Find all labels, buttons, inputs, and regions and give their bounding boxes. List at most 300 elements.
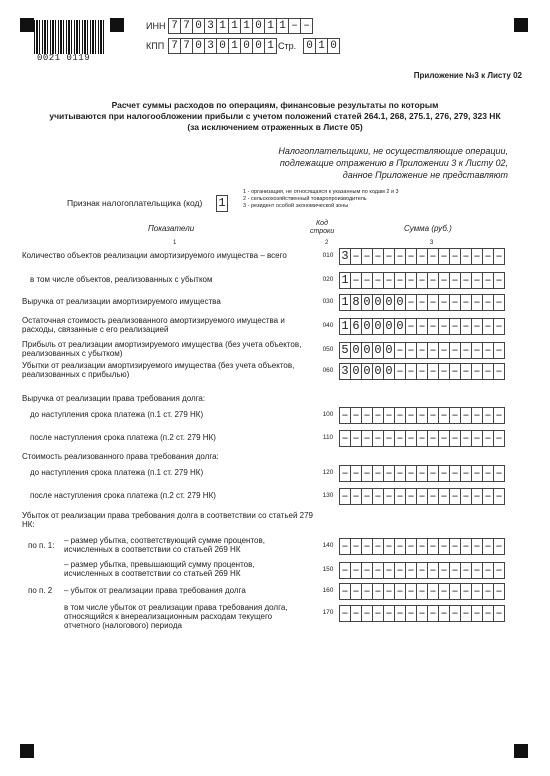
sum-cell[interactable]: – [372, 430, 384, 447]
taxpayer-sign-cell[interactable] [216, 195, 227, 212]
corner-marker-top-right [514, 18, 528, 32]
sum-cell[interactable]: – [449, 248, 461, 265]
section-revenue-debt: Выручка от реализации права требования долга: [22, 394, 206, 403]
sum-cell[interactable]: – [394, 363, 406, 380]
sum-cell[interactable]: – [493, 430, 505, 447]
note-line-1: Налогоплательщики, не осуществляющие операции, [278, 146, 508, 156]
sum-cell[interactable]: 0 [350, 363, 362, 380]
sum-cell[interactable]: – [394, 583, 406, 600]
sum-cell[interactable]: – [449, 583, 461, 600]
sum-cell[interactable]: – [361, 488, 373, 505]
section-p1: по п. 1: [28, 541, 55, 550]
sum-cell[interactable]: – [383, 430, 395, 447]
sum-cell[interactable]: – [449, 363, 461, 380]
sum-cell[interactable]: – [339, 488, 351, 505]
sum-cell[interactable]: – [482, 272, 494, 289]
sum-cell[interactable]: – [471, 538, 483, 555]
sum-cell[interactable]: – [482, 465, 494, 482]
sum-cell[interactable]: – [493, 562, 505, 579]
sum-cell[interactable]: – [471, 488, 483, 505]
sum-cell[interactable]: – [427, 605, 439, 622]
sum-cell[interactable]: – [460, 272, 472, 289]
sum-cell[interactable]: 0 [372, 363, 384, 380]
kpp-cell[interactable]: 0 [252, 38, 265, 54]
sum-cell[interactable]: – [339, 562, 351, 579]
sum-cell[interactable]: – [427, 342, 439, 359]
title-line-3: (за исключением отраженных в Листе 05) [187, 122, 363, 132]
sum-cell[interactable]: – [372, 488, 384, 505]
sum-cell[interactable]: – [493, 272, 505, 289]
sum-cell[interactable]: – [438, 318, 450, 335]
sum-cell[interactable]: – [361, 562, 373, 579]
sum-cell[interactable]: – [493, 407, 505, 424]
sum-cell[interactable]: – [372, 605, 384, 622]
sum-cell[interactable]: – [482, 294, 494, 311]
sum-cell[interactable]: – [361, 465, 373, 482]
sum-cell[interactable]: – [405, 248, 417, 265]
sum-cell[interactable]: – [405, 430, 417, 447]
sum-cell[interactable]: – [405, 318, 417, 335]
sum-cell[interactable]: – [493, 583, 505, 600]
sum-cell[interactable]: – [482, 562, 494, 579]
sum-cell[interactable]: – [372, 465, 384, 482]
sum-cell[interactable]: – [438, 430, 450, 447]
inn-cell[interactable]: 1 [216, 18, 229, 34]
sum-cell[interactable]: – [416, 430, 428, 447]
sum-cell[interactable]: – [482, 605, 494, 622]
inn-cell[interactable]: 0 [252, 18, 265, 34]
section-loss-debt: Убыток от реализации права требования долга в соответствии со статьей 279 НК: [22, 511, 313, 529]
sum-cell[interactable]: – [427, 272, 439, 289]
sum-cell[interactable]: – [394, 407, 406, 424]
sum-cell[interactable]: – [438, 342, 450, 359]
sum-cell[interactable]: – [361, 538, 373, 555]
sum-cell[interactable]: – [460, 583, 472, 600]
sum-cell[interactable]: – [438, 488, 450, 505]
sum-cell[interactable]: – [449, 407, 461, 424]
sum-cell[interactable]: – [372, 583, 384, 600]
sum-cell[interactable]: – [416, 248, 428, 265]
row-code-030: 030 [322, 298, 334, 305]
inn-cell[interactable]: – [288, 18, 301, 34]
inn-cell[interactable]: 1 [276, 18, 289, 34]
form-title [20, 100, 530, 133]
sum-cell[interactable]: – [350, 583, 362, 600]
sum-cell[interactable]: – [394, 562, 406, 579]
sum-cell[interactable]: – [350, 488, 362, 505]
sum-cell[interactable]: – [427, 430, 439, 447]
kpp-cell[interactable]: 0 [192, 38, 205, 54]
sum-cell[interactable]: – [449, 294, 461, 311]
sum-cell[interactable]: – [405, 363, 417, 380]
row-label-030: Выручка от реализации амортизируемого имущества [22, 297, 221, 306]
sum-cell[interactable]: – [416, 562, 428, 579]
sum-cell[interactable]: 0 [383, 363, 395, 380]
row-code-110: 110 [322, 434, 334, 441]
inn-cells [168, 18, 312, 34]
row-code-160: 160 [322, 587, 334, 594]
sum-cell[interactable]: – [482, 583, 494, 600]
sum-cell[interactable]: – [460, 430, 472, 447]
sum-cell[interactable]: – [350, 272, 362, 289]
sum-cell[interactable]: 0 [361, 342, 373, 359]
inn-cell[interactable]: 3 [204, 18, 217, 34]
sum-cell[interactable]: – [383, 407, 395, 424]
row-value-010[interactable] [339, 248, 504, 265]
inn-cell[interactable]: 1 [228, 18, 241, 34]
kpp-cell[interactable]: 0 [240, 38, 253, 54]
sum-cell[interactable]: – [405, 342, 417, 359]
sum-cell[interactable]: – [416, 272, 428, 289]
sum-cell[interactable]: – [482, 538, 494, 555]
sum-cell[interactable]: – [350, 562, 362, 579]
sum-cell[interactable]: – [361, 407, 373, 424]
row-value-100[interactable] [339, 407, 504, 424]
row-code-130: 130 [322, 492, 334, 499]
sum-cell[interactable]: – [482, 407, 494, 424]
sum-cell[interactable]: – [449, 272, 461, 289]
sum-cell[interactable]: – [493, 363, 505, 380]
sum-cell[interactable]: – [361, 248, 373, 265]
sum-cell[interactable]: 0 [394, 294, 406, 311]
col-header-code [310, 220, 334, 236]
row-label-060: Убытки от реализации амортизируемого имущества (без учета объектов, реализованных с прибылью) [22, 361, 295, 379]
sum-cell[interactable]: – [361, 583, 373, 600]
col-header-indicators: Показатели [148, 224, 195, 233]
sum-cell[interactable]: – [471, 363, 483, 380]
sum-cell[interactable]: – [482, 318, 494, 335]
sum-cell[interactable]: – [460, 562, 472, 579]
kpp-cell[interactable]: 7 [180, 38, 193, 54]
sum-cell[interactable]: – [438, 272, 450, 289]
page-cells [303, 38, 339, 54]
col-num-1: 1 [173, 240, 177, 246]
sum-cell[interactable]: – [383, 488, 395, 505]
sum-cell[interactable]: – [438, 407, 450, 424]
sum-cell[interactable]: – [394, 248, 406, 265]
sum-cell[interactable]: – [427, 318, 439, 335]
sum-cell[interactable]: – [416, 407, 428, 424]
sum-cell[interactable]: – [482, 363, 494, 380]
row-value-170[interactable] [339, 605, 504, 622]
row-value-110[interactable] [339, 430, 504, 447]
sum-cell[interactable]: – [449, 562, 461, 579]
sum-cell[interactable]: – [416, 342, 428, 359]
sum-cell[interactable]: – [416, 583, 428, 600]
sum-cell[interactable]: 8 [350, 294, 362, 311]
sum-cell[interactable]: – [471, 342, 483, 359]
sum-cell[interactable]: – [350, 248, 362, 265]
corner-marker-bottom-right [514, 744, 528, 758]
sum-cell[interactable]: – [416, 488, 428, 505]
sum-cell[interactable]: – [493, 488, 505, 505]
sum-cell[interactable]: – [438, 583, 450, 600]
inn-cell[interactable]: 0 [192, 18, 205, 34]
sum-cell[interactable]: – [405, 583, 417, 600]
sum-cell[interactable]: 0 [350, 342, 362, 359]
barcode [34, 20, 104, 54]
sum-cell[interactable]: 0 [372, 342, 384, 359]
sum-cell[interactable]: – [339, 538, 351, 555]
sum-cell[interactable]: – [493, 605, 505, 622]
kpp-cell[interactable]: 1 [264, 38, 277, 54]
inn-cell[interactable]: 1 [240, 18, 253, 34]
title-line-1: Расчет суммы расходов по операциям, финансовые результаты по которым [111, 100, 439, 110]
sum-cell[interactable]: – [361, 605, 373, 622]
sum-cell[interactable]: 0 [361, 318, 373, 335]
inn-cell[interactable]: 7 [168, 18, 181, 34]
sum-cell[interactable]: – [493, 538, 505, 555]
sum-cell[interactable]: – [438, 562, 450, 579]
row-value-060[interactable] [339, 363, 504, 380]
row-value-030[interactable] [339, 294, 504, 311]
sum-cell[interactable]: – [416, 605, 428, 622]
sum-cell[interactable]: 0 [372, 294, 384, 311]
row-label-100: до наступления срока платежа (п.1 ст. 279 НК) [30, 410, 204, 419]
sum-cell[interactable]: – [493, 465, 505, 482]
sum-cell[interactable]: – [482, 248, 494, 265]
kpp-label: КПП [146, 41, 165, 51]
sum-cell[interactable]: – [339, 407, 351, 424]
sum-cell[interactable]: 0 [383, 318, 395, 335]
sum-cell[interactable]: – [427, 562, 439, 579]
page-cell[interactable]: 0 [327, 38, 340, 54]
sum-cell[interactable]: – [449, 430, 461, 447]
row-code-120: 120 [322, 469, 334, 476]
kpp-cell[interactable]: 0 [216, 38, 229, 54]
sum-cell[interactable]: – [449, 465, 461, 482]
sum-cell[interactable]: 0 [361, 294, 373, 311]
sum-cell[interactable]: – [405, 465, 417, 482]
sum-cell[interactable]: – [438, 363, 450, 380]
sum-cell[interactable]: – [471, 562, 483, 579]
sum-cell[interactable]: – [372, 248, 384, 265]
corner-marker-top-mid [110, 18, 124, 32]
col-header-sum: Сумма (руб.) [404, 224, 452, 233]
sum-cell[interactable]: – [394, 272, 406, 289]
sum-cell[interactable]: – [339, 430, 351, 447]
row-label-040: Остаточная стоимость реализованного амортизируемого имущества и расходы, связанные с его реализацией [22, 316, 285, 334]
sum-cell[interactable]: – [339, 605, 351, 622]
sum-cell[interactable]: – [394, 488, 406, 505]
sum-cell[interactable]: – [339, 583, 351, 600]
sum-cell[interactable]: 0 [361, 363, 373, 380]
sum-cell[interactable]: – [460, 407, 472, 424]
sum-cell[interactable]: – [339, 465, 351, 482]
row-value-130[interactable] [339, 488, 504, 505]
sum-cell[interactable]: – [493, 248, 505, 265]
row-value-150[interactable] [339, 562, 504, 579]
note-line-3: данное Приложение не представляют [342, 170, 508, 180]
sum-cell[interactable]: – [438, 294, 450, 311]
sum-cell[interactable]: – [405, 294, 417, 311]
sum-cell[interactable]: – [460, 294, 472, 311]
sum-cell[interactable]: – [460, 488, 472, 505]
sum-cell[interactable]: – [471, 430, 483, 447]
sum-cell[interactable]: – [460, 363, 472, 380]
sum-cell[interactable]: – [438, 465, 450, 482]
sum-cell[interactable]: – [482, 488, 494, 505]
sum-cell[interactable]: – [350, 430, 362, 447]
corner-marker-top-left [20, 18, 34, 32]
taxpayer-sign-options [243, 189, 399, 210]
sum-cell[interactable]: 1 [339, 272, 351, 289]
sum-cell[interactable]: 0 [394, 318, 406, 335]
sum-cell[interactable]: – [460, 248, 472, 265]
row-code-010: 010 [322, 252, 334, 259]
row-label-020: в том числе объектов, реализованных с убытком [30, 275, 213, 284]
sum-cell[interactable]: – [460, 538, 472, 555]
sum-cell[interactable]: – [416, 363, 428, 380]
page-cell[interactable]: 1 [315, 38, 328, 54]
sum-cell[interactable]: – [372, 407, 384, 424]
sum-cell[interactable]: 0 [383, 294, 395, 311]
sum-cell[interactable]: – [416, 318, 428, 335]
sum-cell[interactable]: – [493, 342, 505, 359]
note-line-2: подлежащие отражению в Приложении 3 к Листу 02, [279, 158, 508, 168]
sum-cell[interactable]: – [427, 538, 439, 555]
sum-cell[interactable]: – [383, 272, 395, 289]
sum-cell[interactable]: – [405, 272, 417, 289]
inn-cell[interactable]: 1 [264, 18, 277, 34]
sum-cell[interactable]: – [394, 538, 406, 555]
col-num-2: 2 [325, 240, 329, 246]
sum-cell[interactable]: 0 [383, 342, 395, 359]
sum-cell[interactable]: – [427, 294, 439, 311]
sum-cell[interactable]: – [394, 342, 406, 359]
sum-cell[interactable]: 5 [339, 342, 351, 359]
row-code-170: 170 [322, 608, 334, 616]
row-value-140[interactable] [339, 538, 504, 555]
sum-cell[interactable]: – [405, 562, 417, 579]
sum-cell[interactable]: – [383, 465, 395, 482]
sum-cell[interactable]: – [471, 318, 483, 335]
sum-cell[interactable]: – [460, 465, 472, 482]
sum-cell[interactable]: – [350, 538, 362, 555]
row-label-110: после наступления срока платежа (п.2 ст. 279 НК) [30, 433, 216, 442]
sum-cell[interactable]: – [449, 538, 461, 555]
sum-cell[interactable]: – [394, 605, 406, 622]
sum-cell[interactable]: – [438, 248, 450, 265]
row-code-020: 020 [322, 276, 334, 283]
sum-cell[interactable]: – [449, 342, 461, 359]
sum-cell[interactable]: – [471, 605, 483, 622]
sum-cell[interactable]: – [405, 538, 417, 555]
sum-cell[interactable]: – [460, 342, 472, 359]
row-value-120[interactable] [339, 465, 504, 482]
sum-cell[interactable]: – [471, 583, 483, 600]
sum-cell[interactable]: – [405, 407, 417, 424]
sum-cell[interactable]: – [416, 294, 428, 311]
page-cell[interactable]: 0 [303, 38, 316, 54]
col-header-code-text: Код строки [310, 220, 335, 235]
sum-cell[interactable]: – [372, 272, 384, 289]
row-value-160[interactable] [339, 583, 504, 600]
title-line-2: учитываются при налогообложении прибыли с учетом положений статей 264.1, 268, 275.1, 276, 279, 323 НК [49, 111, 501, 121]
sum-cell[interactable]: – [350, 605, 362, 622]
sum-cell[interactable]: – [471, 465, 483, 482]
sum-cell[interactable]: – [416, 465, 428, 482]
sum-cell[interactable]: – [394, 465, 406, 482]
sum-cell[interactable]: – [427, 363, 439, 380]
kpp-cell[interactable]: 3 [204, 38, 217, 54]
sum-cell[interactable]: – [460, 605, 472, 622]
sum-cell[interactable]: 0 [372, 318, 384, 335]
sum-cell[interactable]: – [482, 430, 494, 447]
sum-cell[interactable]: – [383, 583, 395, 600]
kpp-cell[interactable]: 7 [168, 38, 181, 54]
sum-cell[interactable]: – [471, 407, 483, 424]
sum-cell[interactable]: – [405, 605, 417, 622]
sum-cell[interactable]: – [383, 562, 395, 579]
barcode-number: 0021 0119 [37, 53, 91, 63]
row-code-050: 050 [322, 345, 334, 353]
sum-cell[interactable]: – [471, 272, 483, 289]
sum-cell[interactable]: – [449, 488, 461, 505]
row-value-020[interactable] [339, 272, 504, 289]
sum-cell[interactable]: – [350, 407, 362, 424]
sum-cell[interactable]: 1 [339, 294, 351, 311]
sum-cell[interactable]: – [427, 488, 439, 505]
row-code-100: 100 [322, 411, 334, 418]
sum-cell[interactable]: – [449, 318, 461, 335]
sum-cell[interactable]: 6 [350, 318, 362, 335]
sum-cell[interactable]: – [449, 605, 461, 622]
sum-cell[interactable]: – [383, 248, 395, 265]
sum-cell[interactable]: – [427, 407, 439, 424]
row-label-150: – размер убытка, превышающий сумму процентов, исчисленных в соответствии со статьей 269 НК [64, 560, 255, 578]
sum-cell[interactable]: – [372, 538, 384, 555]
inn-cell[interactable]: 7 [180, 18, 193, 34]
sum-cell[interactable]: – [394, 430, 406, 447]
sum-cell[interactable]: – [383, 605, 395, 622]
kpp-cell[interactable]: 1 [228, 38, 241, 54]
sum-cell[interactable]: – [372, 562, 384, 579]
sum-cell[interactable]: – [361, 430, 373, 447]
sum-cell[interactable]: – [460, 318, 472, 335]
sum-cell[interactable]: – [471, 248, 483, 265]
sum-cell[interactable]: – [350, 465, 362, 482]
col-num-3: 3 [430, 240, 434, 246]
row-value-050[interactable] [339, 342, 504, 359]
sum-cell[interactable]: – [493, 318, 505, 335]
sum-cell[interactable]: – [427, 465, 439, 482]
section-p2: по п. 2 [28, 586, 53, 595]
appendix-title: Приложение №3 к Листу 02 [413, 71, 522, 80]
exemption-note [278, 145, 508, 181]
page-label: Стр. [278, 41, 297, 51]
sum-cell[interactable]: – [438, 605, 450, 622]
sum-cell[interactable]: – [482, 342, 494, 359]
sum-cell[interactable]: – [383, 538, 395, 555]
sum-cell[interactable]: – [493, 294, 505, 311]
sum-cell[interactable]: – [427, 248, 439, 265]
sum-cell[interactable]: – [471, 294, 483, 311]
corner-marker-bottom-left [20, 744, 34, 758]
sum-cell[interactable]: – [416, 538, 428, 555]
sum-cell[interactable]: – [427, 583, 439, 600]
sum-cell[interactable]: – [361, 272, 373, 289]
sum-cell[interactable]: 3 [339, 248, 351, 265]
sum-cell[interactable]: – [405, 488, 417, 505]
sum-cell[interactable]: 1 [339, 318, 351, 335]
sum-cell[interactable]: 3 [339, 363, 351, 380]
taxpayer-option-3: 3 - резидент особой экономической зоны [243, 203, 349, 209]
row-value-040[interactable] [339, 318, 504, 335]
inn-cell[interactable]: – [300, 18, 313, 34]
sum-cell[interactable]: – [438, 538, 450, 555]
taxpayer-sign-label: Признак налогоплательщика (код) [67, 198, 203, 208]
